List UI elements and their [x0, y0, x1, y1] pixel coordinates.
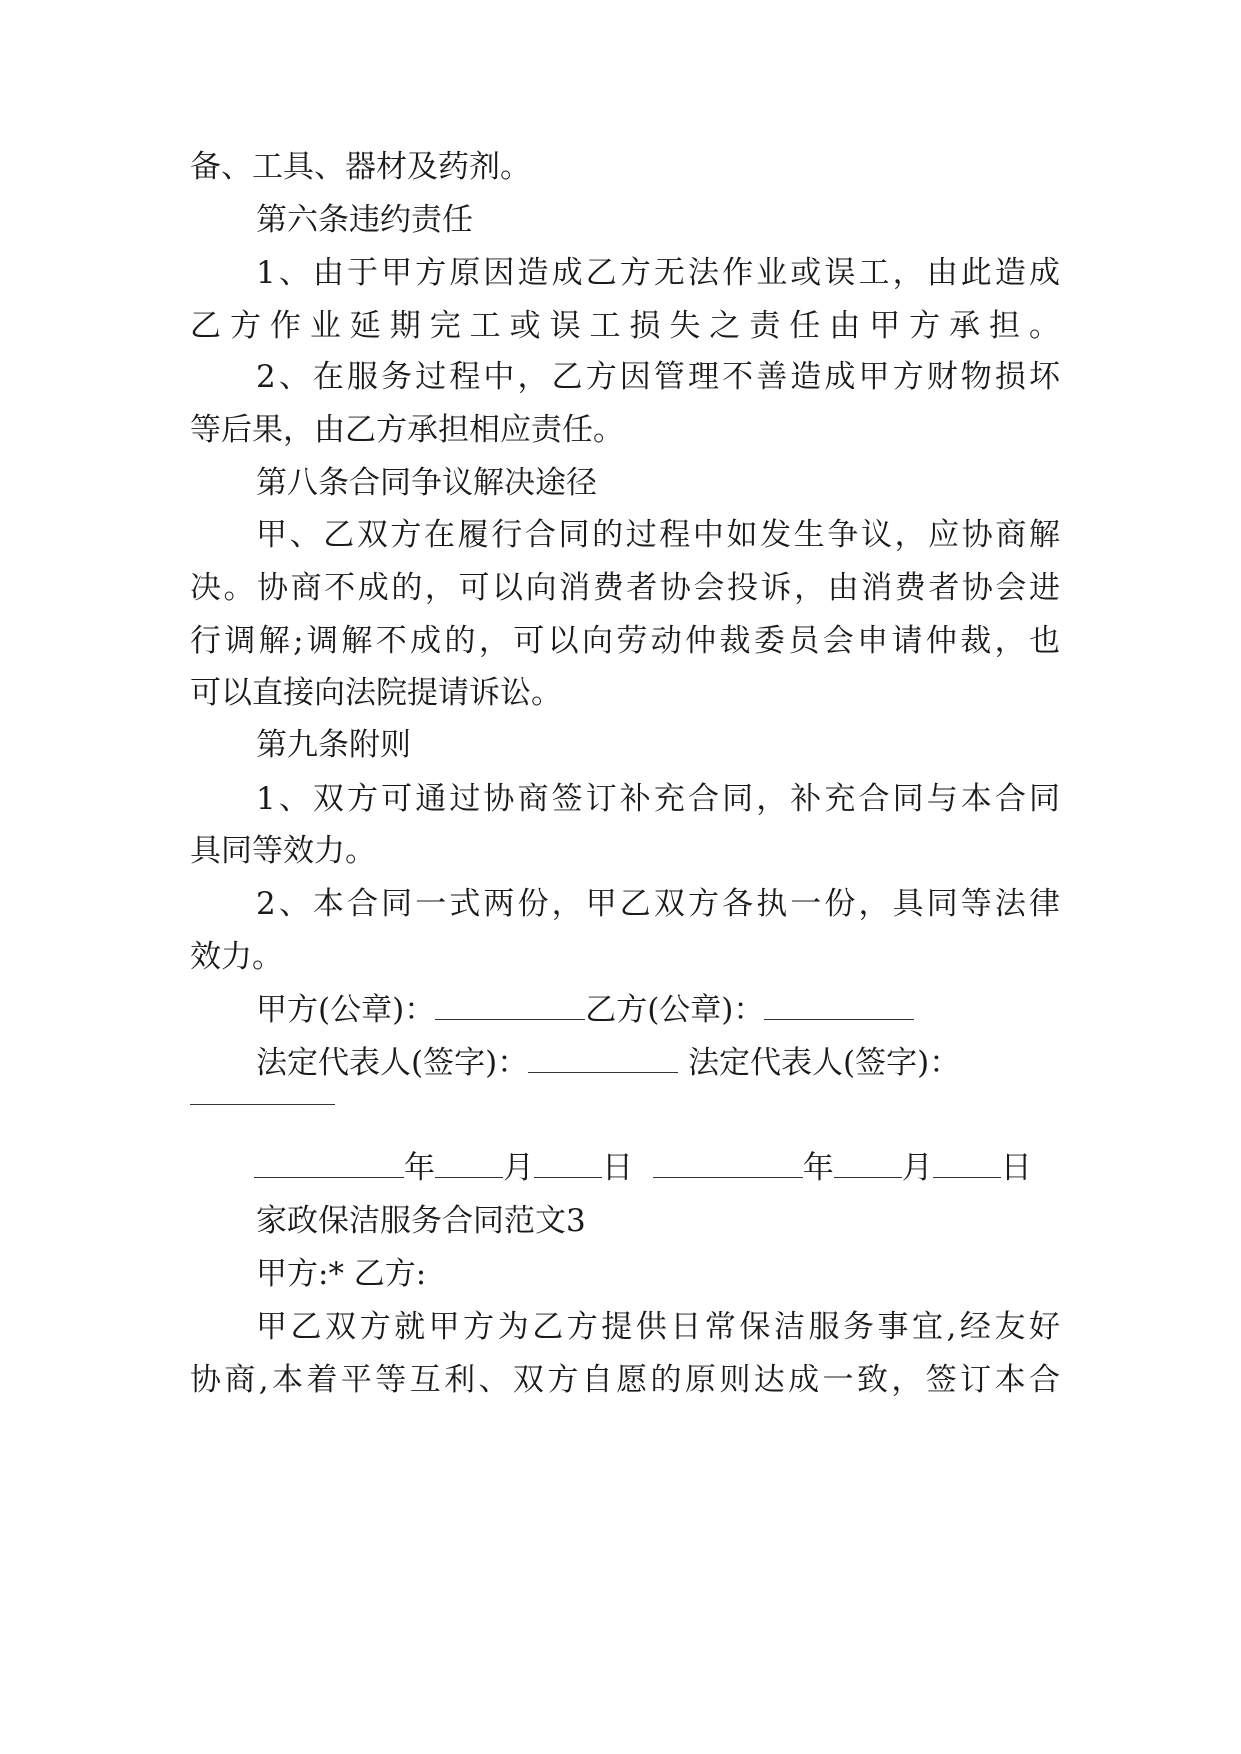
- date-b-year-blank[interactable]: [653, 1151, 803, 1178]
- rep-b-label: 法定代表人(签字)：: [688, 1045, 961, 1081]
- rep-b-blank[interactable]: [190, 1104, 335, 1105]
- date-a-year-blank[interactable]: [254, 1151, 404, 1178]
- body-line: 1、双方可通过协商签订补充合同，补充合同与本合同: [256, 781, 1060, 817]
- article-heading: 第九条附则: [256, 727, 411, 763]
- body-line: 甲乙双方就甲方为乙方提供日常保洁服务事宜,经友好: [256, 1309, 1060, 1345]
- rep-a-label: 法定代表人(签字)：: [256, 1045, 529, 1081]
- month-label: 月: [503, 1150, 534, 1186]
- date-line: [254, 1148, 1064, 1188]
- article-heading: 第六条违约责任: [256, 202, 473, 238]
- party-a-seal-blank[interactable]: [435, 993, 585, 1020]
- date-b-month-blank[interactable]: [834, 1151, 902, 1178]
- body-line: 1、由于甲方原因造成乙方无法作业或误工，由此造成: [256, 255, 1060, 291]
- seal-line: [256, 990, 1060, 1030]
- body-line: 决。协商不成的，可以向消费者协会投诉，由消费者协会进: [190, 570, 1060, 606]
- body-line: 2、在服务过程中，乙方因管理不善造成甲方财物损坏: [256, 359, 1060, 395]
- representative-line: [256, 1043, 1060, 1083]
- section-title: 家政保洁服务合同范文3: [256, 1203, 586, 1239]
- body-line: 2、本合同一式两份，甲乙双方各执一份，具同等法律: [256, 886, 1060, 922]
- body-line: 乙方作业延期完工或误工损失之责任由甲方承担。: [190, 308, 1060, 344]
- day-label: 日: [602, 1150, 633, 1186]
- body-line: 具同等效力。: [190, 833, 376, 869]
- date-a-day-blank[interactable]: [534, 1151, 602, 1178]
- year-label: 年: [802, 1150, 834, 1186]
- body-line: 备、工具、器材及药剂。: [190, 149, 531, 185]
- date-b-day-blank[interactable]: [933, 1151, 1001, 1178]
- body-line: 等后果，由乙方承担相应责任。: [190, 412, 624, 448]
- rep-a-blank[interactable]: [528, 1046, 678, 1073]
- parties-line: 甲方:* 乙方:: [256, 1256, 427, 1292]
- month-label: 月: [901, 1150, 933, 1186]
- body-line: 甲、乙双方在履行合同的过程中如发生争议，应协商解: [256, 517, 1060, 553]
- body-line: 协商,本着平等互利、双方自愿的原则达成一致，签订本合: [190, 1362, 1060, 1398]
- body-line: 可以直接向法院提请诉讼。: [190, 675, 562, 711]
- party-b-seal-label: 乙方(公章)：: [585, 992, 765, 1028]
- party-b-seal-blank[interactable]: [764, 993, 914, 1020]
- party-a-seal-label: 甲方(公章)：: [256, 992, 436, 1028]
- date-a-month-blank[interactable]: [435, 1151, 503, 1178]
- body-line: 行调解;调解不成的，可以向劳动仲裁委员会申请仲裁，也: [190, 623, 1060, 659]
- article-heading: 第八条合同争议解决途径: [256, 465, 597, 501]
- year-label: 年: [404, 1150, 435, 1186]
- day-label: 日: [1000, 1150, 1032, 1186]
- body-line: 效力。: [190, 939, 283, 975]
